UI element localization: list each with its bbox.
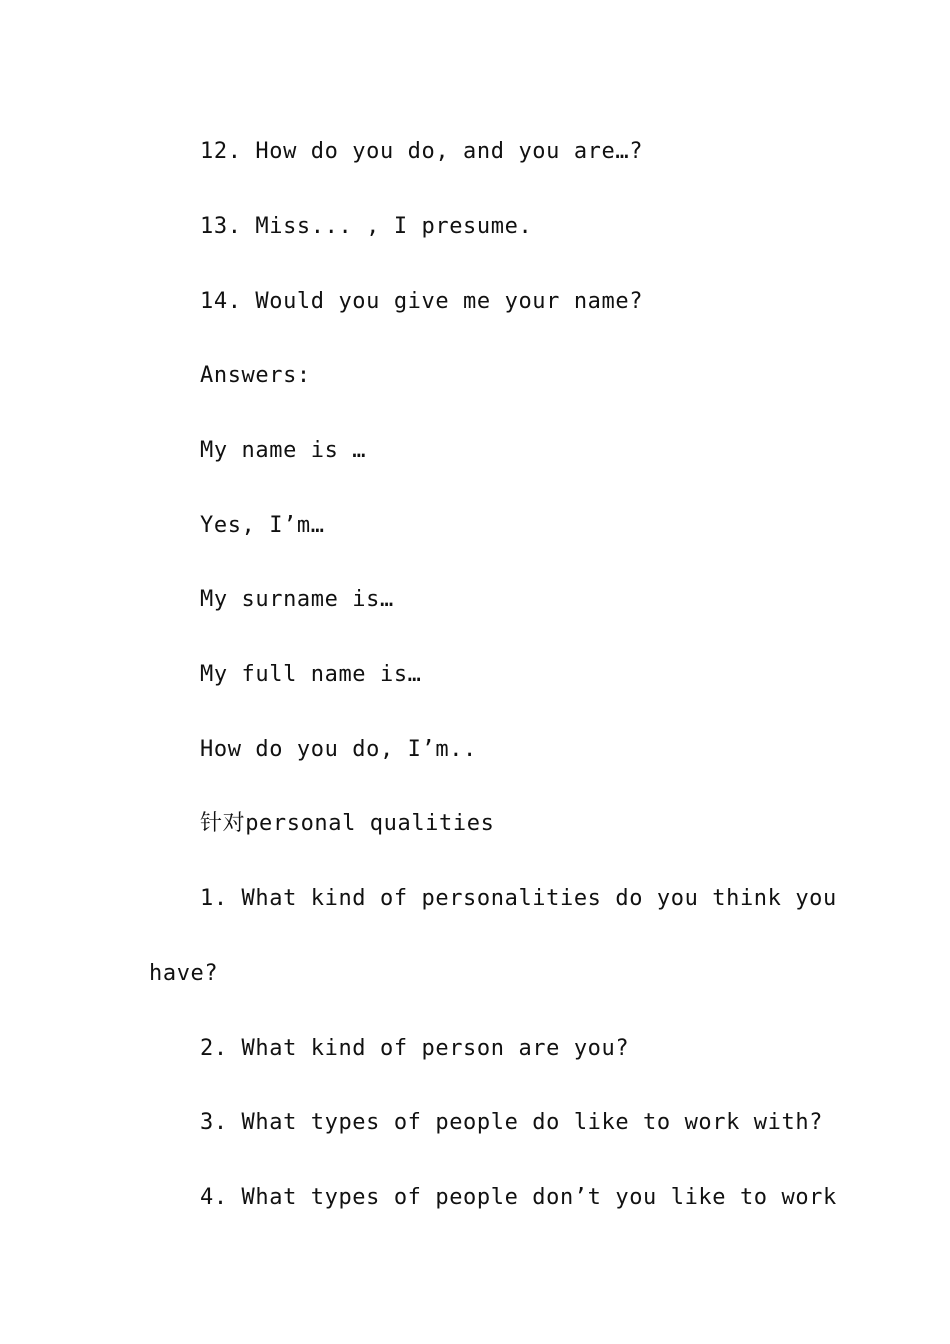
answer-1: My name is … — [200, 438, 367, 463]
question-3: 3. What types of people do like to work with? — [200, 1110, 824, 1135]
question-13: 13. Miss... , I presume. — [200, 214, 533, 239]
answer-5: How do you do, I’m.. — [200, 737, 477, 762]
answer-2: Yes, I’m… — [200, 513, 325, 538]
answer-4: My full name is… — [200, 662, 422, 687]
question-1-continuation: have? — [149, 961, 219, 986]
question-4: 4. What types of people don’t you like to work — [200, 1185, 837, 1210]
question-14: 14. Would you give me your name? — [200, 289, 644, 314]
answer-3: My surname is… — [200, 587, 394, 612]
question-1-start: 1. What kind of personalities do you think you — [200, 886, 837, 911]
question-12: 12. How do you do, and you are…? — [200, 139, 644, 164]
question-2: 2. What kind of person are you? — [200, 1036, 630, 1061]
answers-heading: Answers: — [200, 363, 311, 388]
section-heading-personal-qualities: 针对personal qualities — [200, 811, 495, 836]
